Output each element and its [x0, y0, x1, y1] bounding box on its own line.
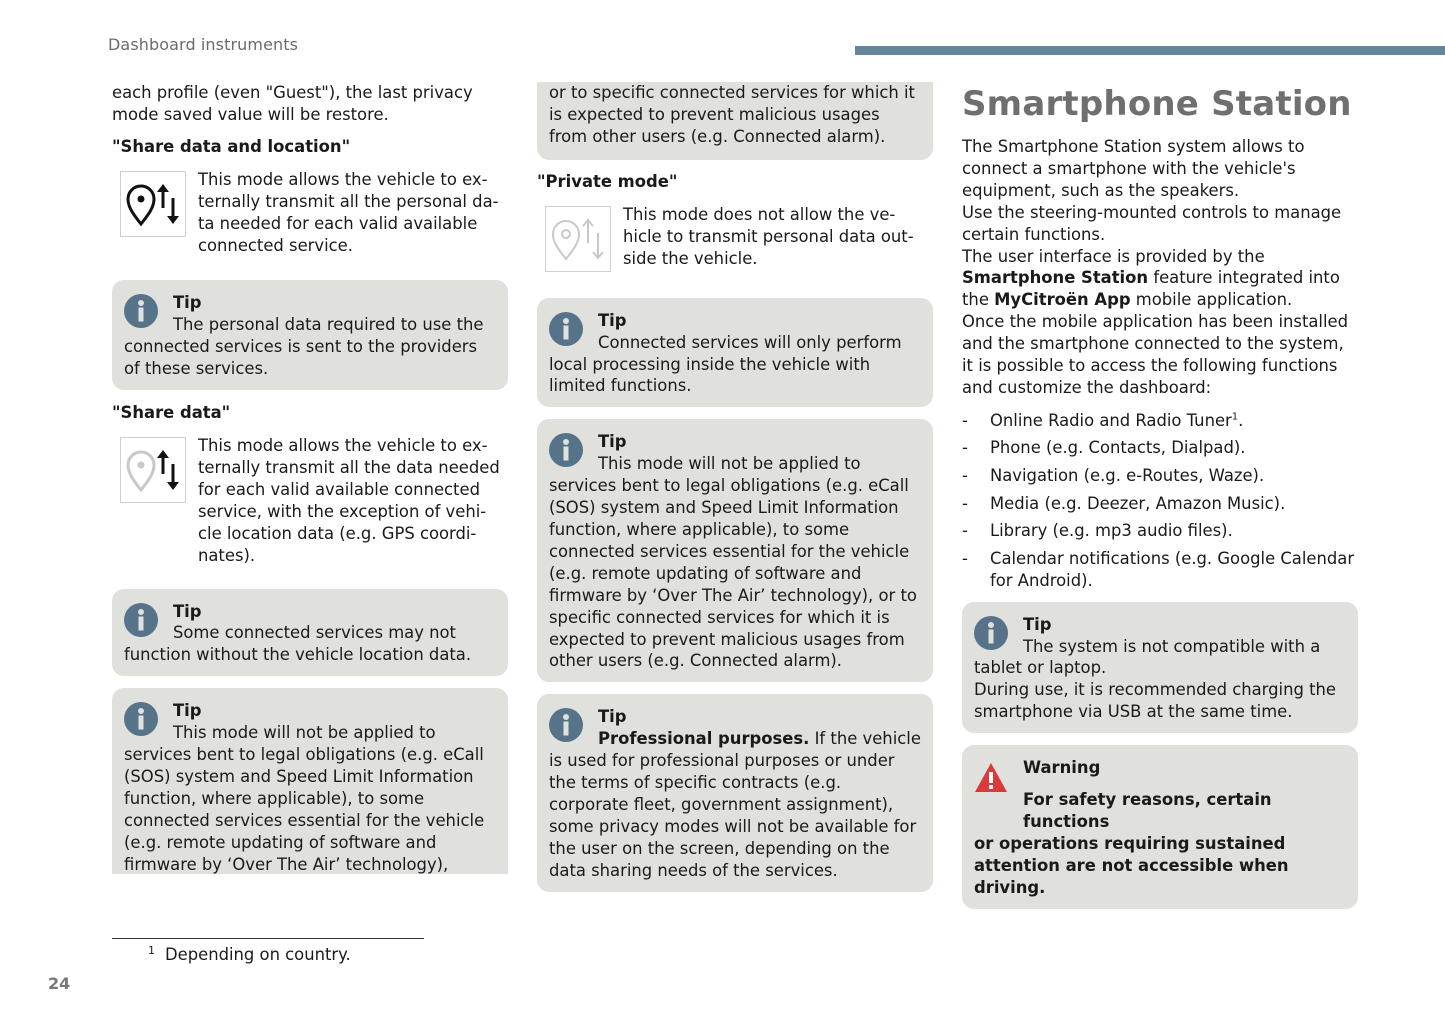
header-accent-bar — [855, 46, 1445, 55]
mode-private — [537, 206, 933, 272]
list-item-text: Calendar notifications (e.g. Google Calendar for Android). — [990, 548, 1355, 590]
warning-title: Warning — [1023, 758, 1101, 778]
intro-paragraph: each profile (even "Guest"), the last privacy mode saved value will be restore. — [112, 83, 473, 124]
location-pin-disabled-icon — [545, 206, 611, 272]
footnote-text: Depending on country. — [165, 945, 351, 964]
list-item-text: Navigation (e.g. e-Routes, Waze). — [990, 466, 1265, 486]
tip-box — [112, 280, 508, 390]
tip-box — [962, 602, 1358, 734]
list-item — [962, 407, 1358, 435]
list-item — [962, 517, 1358, 545]
intro-paragraph-3 — [962, 246, 1358, 312]
bullet-dash: - — [962, 438, 968, 458]
list-item-end: . — [1238, 410, 1244, 430]
tip-text-2: During use, it is recommended charging the smartphone via USB at the same time. — [974, 680, 1336, 722]
info-icon — [124, 294, 158, 328]
heading-share-data: "Share data" — [112, 403, 231, 423]
list-item-text: Online Radio and Radio Tuner — [990, 410, 1232, 430]
functions-list — [962, 407, 1358, 592]
tip-title: Tip — [598, 707, 627, 727]
tip-box — [537, 419, 933, 682]
heading-private-mode: "Private mode" — [537, 171, 678, 191]
tip-text: local processing inside the vehicle with limited functions. — [549, 354, 871, 396]
tip-text: tablet or laptop. — [974, 658, 1107, 678]
list-item — [962, 545, 1358, 592]
footnote-divider — [112, 938, 424, 939]
list-item-text: Media (e.g. Deezer, Amazon Music). — [990, 493, 1286, 513]
smartphone-station-term: Smartphone Station — [962, 268, 1149, 288]
list-item — [962, 490, 1358, 518]
text: feature integrated into the — [962, 268, 1340, 310]
warning-text-first: For safety reasons, certain functions — [1023, 790, 1272, 831]
tip-title: Tip — [173, 601, 202, 621]
intro-paragraph-1: The Smartphone Station system allows to connect a smartphone with the vehicle's equipment, such as the speakers. — [962, 137, 1305, 200]
text: The user interface is provided by the — [962, 246, 1265, 266]
tip-title: Tip — [598, 310, 627, 330]
column-2 — [537, 82, 933, 892]
mycitroen-app-term: MyCitroën App — [994, 290, 1131, 310]
info-icon — [124, 702, 158, 736]
tip-bold-lead: Professional purposes. — [598, 729, 810, 749]
tip-text-first: The personal data required to use the — [173, 315, 484, 335]
list-item — [962, 434, 1358, 462]
info-icon — [549, 312, 583, 346]
tip-title: Tip — [1023, 614, 1052, 634]
tip-text: function without the vehicle location data. — [124, 645, 472, 665]
running-header: Dashboard instruments — [108, 35, 299, 54]
location-pin-faded-arrows-icon — [120, 437, 186, 503]
tip-text-lead: If the vehicle — [809, 729, 921, 749]
info-icon — [549, 708, 583, 742]
tip-title: Tip — [173, 701, 202, 721]
tip-text-first: This mode will not be applied to — [598, 454, 861, 474]
tip-text-first: This mode will not be applied to — [173, 723, 436, 743]
tip-box — [112, 688, 508, 874]
bullet-dash: - — [962, 466, 968, 486]
warning-triangle-icon — [974, 761, 1008, 795]
tip-box — [537, 694, 933, 891]
info-icon — [974, 616, 1008, 650]
tip-text: or to specific connected services for which it is expected to prevent malicious usages from other users (e.g. Connected alarm). — [549, 83, 915, 146]
tip-text-first — [549, 728, 921, 750]
tip-text: is used for professional purposes or under the terms of specific contracts (e.g. corporate fleet, government assignment), some privacy modes will not be available for the user on the screen, depending on the data sharing needs of the services. — [549, 751, 917, 880]
info-icon — [124, 603, 158, 637]
mode-share-data — [112, 437, 508, 566]
intro-paragraph-4: Once the mobile application has been installed and the smartphone connected to the system, it is possible to access the following functions and customize the dashboard: — [962, 312, 1349, 397]
heading-share-data-location: "Share data and location" — [112, 136, 351, 156]
intro-paragraph-2: Use the steering-mounted controls to manage certain functions. — [962, 202, 1342, 244]
warning-box — [962, 745, 1358, 908]
location-pin-arrows-icon — [120, 171, 186, 237]
tip-text-first: The system is not compatible with a — [1023, 636, 1321, 656]
footnote-marker: 1 — [148, 943, 155, 957]
tip-text: connected services is sent to the providers of these services. — [124, 337, 478, 379]
bullet-dash: - — [962, 548, 968, 568]
list-item — [962, 462, 1358, 490]
page-number: 24 — [48, 974, 71, 993]
tip-title: Tip — [598, 432, 627, 452]
section-title: Smartphone Station — [962, 84, 1352, 124]
bullet-dash: - — [962, 493, 968, 513]
mode-description: This mode allows the vehicle to ex-ternally transmit all the personal da-ta needed for each valid available connected service. — [198, 169, 499, 255]
tip-text-first: Some connected services may not — [173, 623, 456, 643]
tip-box — [112, 589, 508, 677]
info-icon — [549, 433, 583, 467]
tip-text: services bent to legal obligations (e.g. eCall (SOS) system and Speed Limit Information function, where applicable), to some connected services essential for the vehicle (e.g. remote updating of software and firmware by ‘Over The Air’ technology), or to specific connected services for which it is expected to prevent malicious usages from other users (e.g. Connected alarm). — [549, 476, 917, 671]
tip-text-first: Connected services will only perform — [598, 332, 902, 352]
text: mobile application. — [1130, 290, 1293, 310]
list-item-text: Library (e.g. mp3 audio files). — [990, 521, 1233, 541]
bullet-dash: - — [962, 521, 968, 541]
tip-title: Tip — [173, 293, 202, 313]
tip-text: services bent to legal obligations (e.g. eCall (SOS) system and Speed Limit Information function, where applicable), to some connected services essential for the vehicle (e.g. remote updating of software and firmware by ‘Over The Air’ technology), — [124, 745, 485, 874]
tip-box-continued — [537, 82, 933, 160]
mode-share-data-location — [112, 171, 508, 257]
mode-description: This mode allows the vehicle to ex-ternally transmit all the data needed for each valid available connected service, with the exception of vehi-cle location data (e.g. GPS coordi-nates). — [198, 436, 500, 565]
mode-description: This mode does not allow the ve-hicle to transmit personal data out-side the vehicle. — [623, 204, 914, 268]
footnote — [148, 945, 351, 964]
bullet-dash: - — [962, 410, 968, 430]
column-1 — [112, 82, 508, 874]
column-3 — [962, 82, 1358, 909]
footnote-ref[interactable]: 1 — [1231, 411, 1239, 423]
list-item-text: Phone (e.g. Contacts, Dialpad). — [990, 438, 1246, 458]
warning-text: or operations requiring sustained attention are not accessible when driving. — [974, 833, 1289, 897]
tip-box — [537, 298, 933, 408]
